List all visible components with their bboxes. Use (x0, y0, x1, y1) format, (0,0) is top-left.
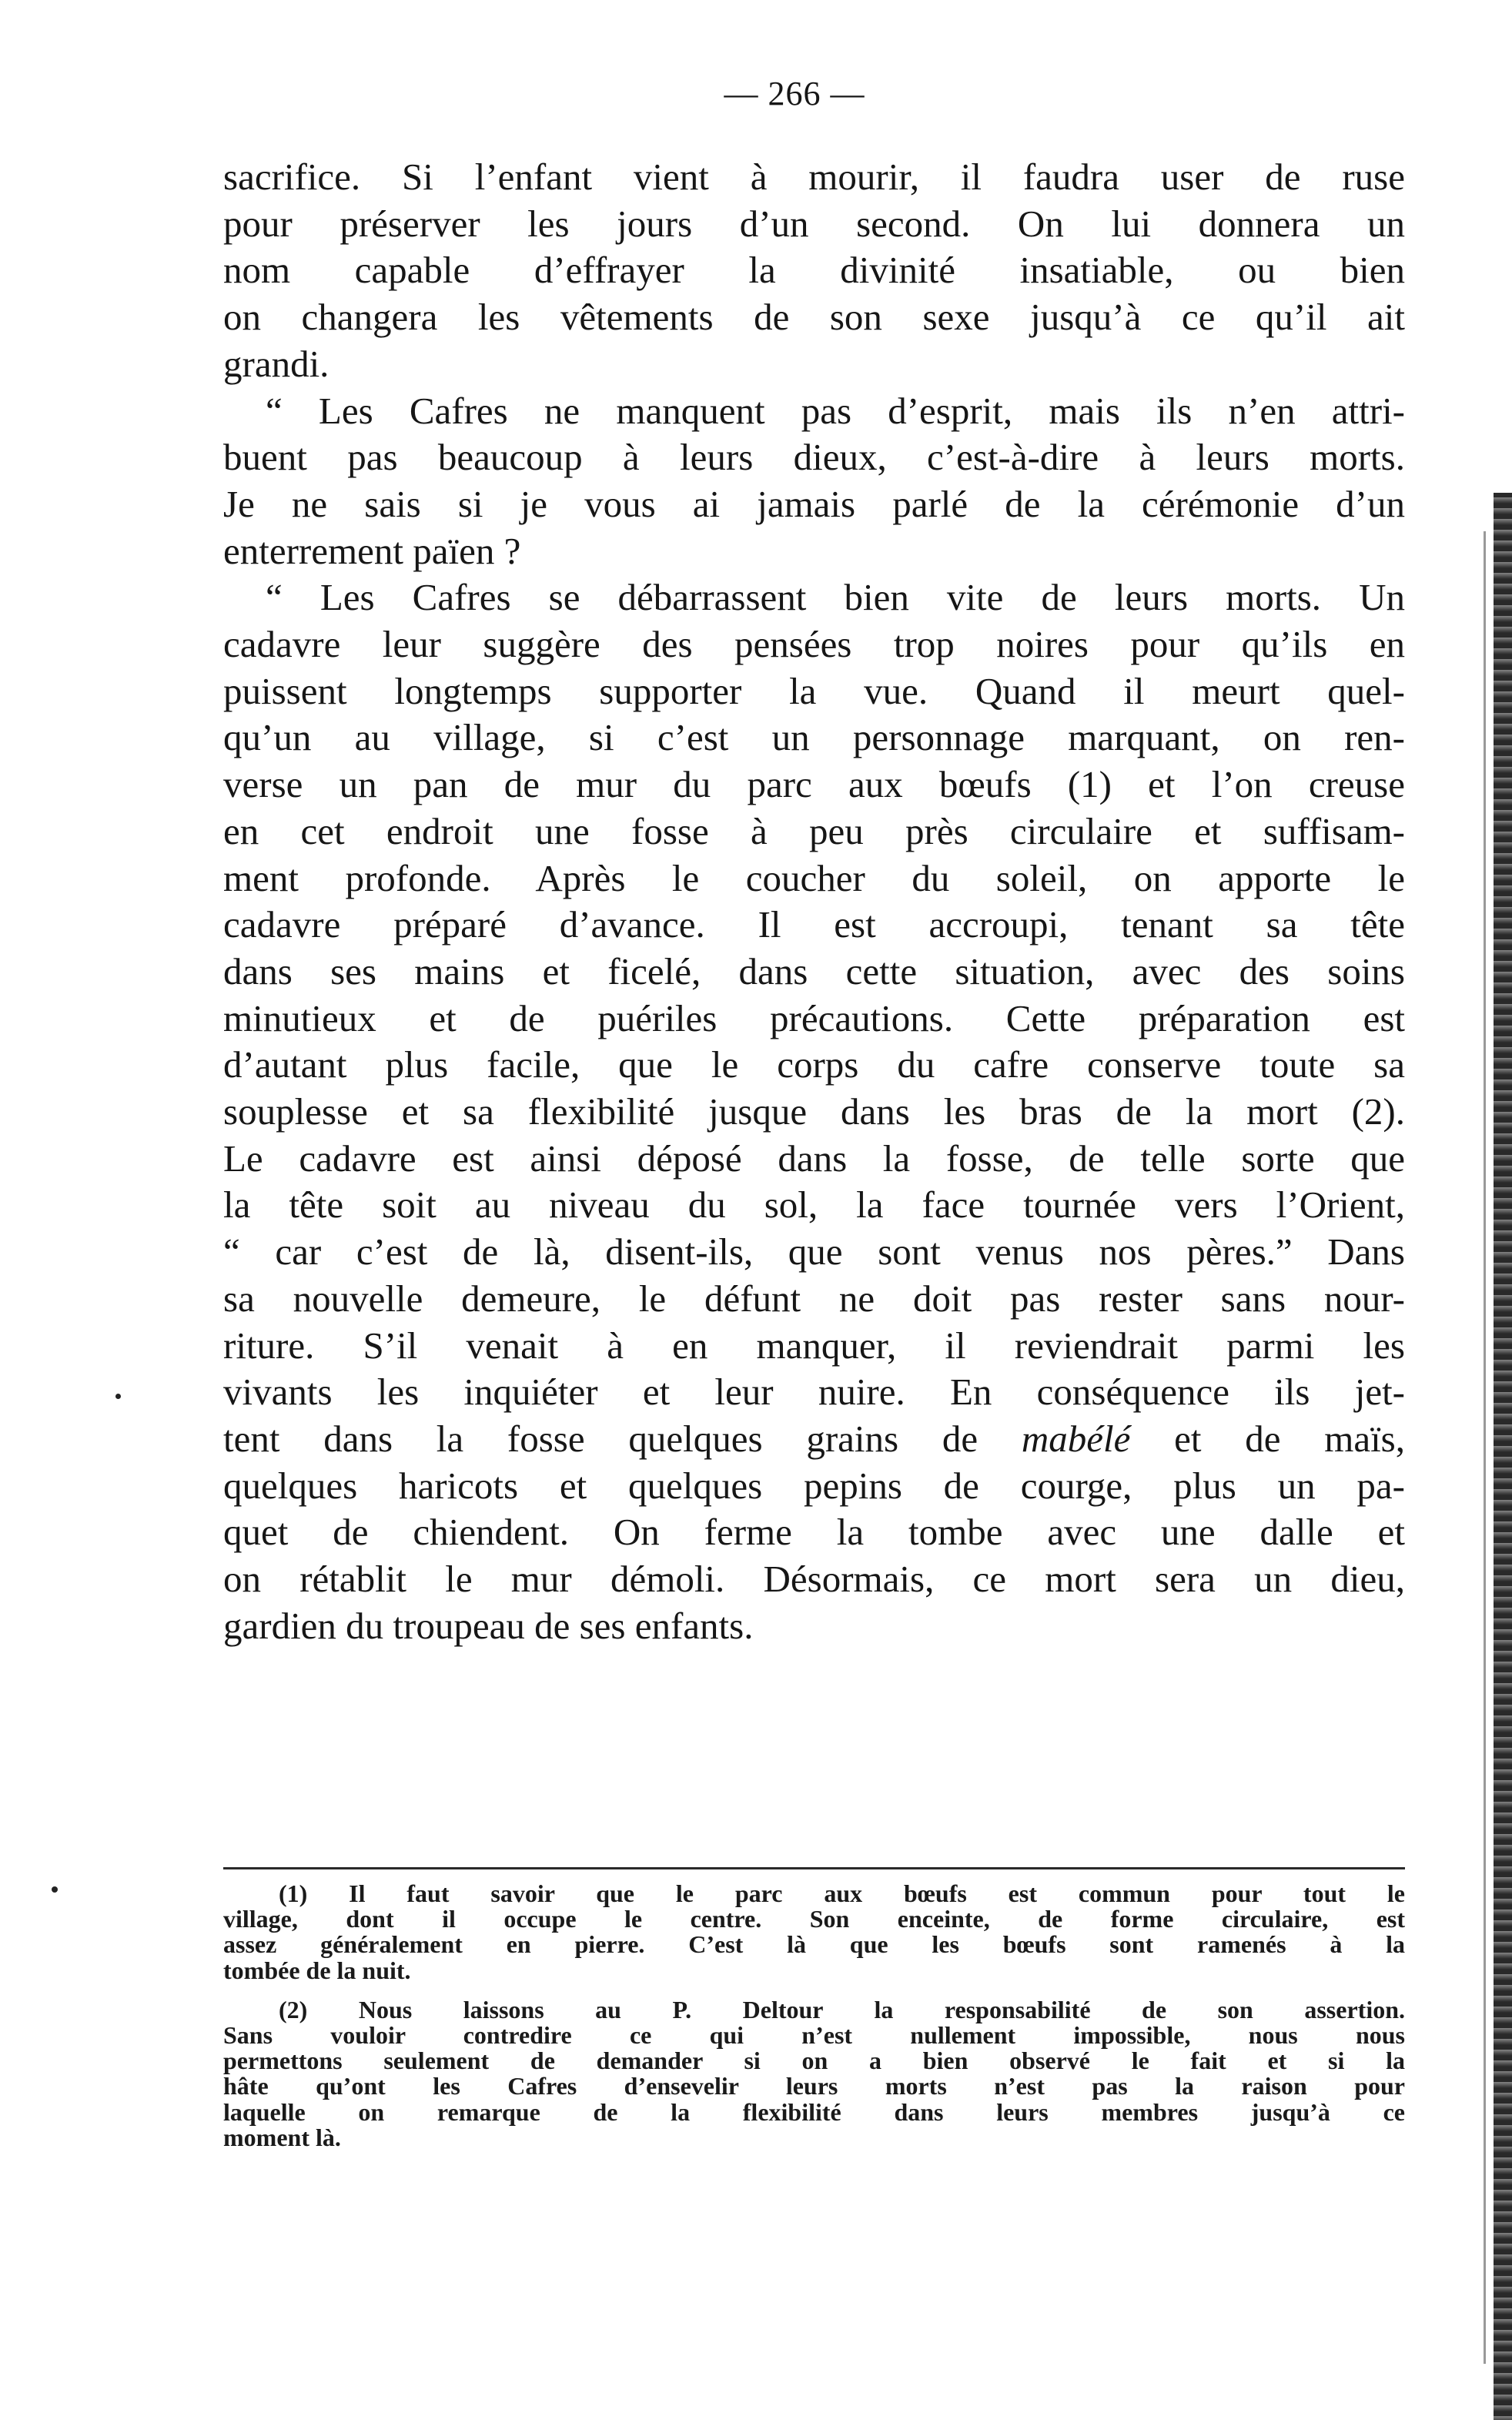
text-line: “ car c’est de là, disent-ils, que sont venus nos pères.” Dans (223, 1230, 1405, 1274)
text-line: minutieux et de puériles précautions. Cette préparation est (223, 996, 1405, 1039)
text-line: en cet endroit une fosse à peu près circulaire et suffisam- (223, 809, 1405, 852)
text-line: sacrifice. Si l’enfant vient à mourir, il faudra user de ruse (223, 156, 1405, 198)
footnote-line: hâte qu’ont les Cafres d’ensevelir leurs morts n’est pas la raison pour (223, 2072, 1405, 2100)
text-line: quelques haricots et quelques pepins de courge, plus un pa- (223, 1464, 1405, 1507)
text-line: gardien du troupeau de ses enfants. (223, 1604, 754, 1647)
text-line: ment profonde. Après le coucher du soleil, on apporte le (223, 856, 1405, 899)
text-line: cadavre préparé d’avance. Il est accroupi, tenant sa tête (223, 903, 1405, 946)
text-line: tent dans la fosse quelques grains de mabélé et de maïs, (223, 1417, 1405, 1460)
footnote (223, 1881, 1405, 1983)
footnote-line: assez généralement en pierre. C’est là que les bœufs sont ramenés à la (223, 1930, 1405, 1959)
page-number: — 266 — (724, 75, 865, 112)
text-line: qu’un au village, si c’est un personnage marquant, on ren- (223, 716, 1405, 759)
body-text (223, 154, 1405, 1650)
text-line: Le cadavre est ainsi déposé dans la fosse, de telle sorte que (223, 1136, 1405, 1180)
text-line: verse un pan de mur du parc aux bœufs (1) et l’on creuse (223, 763, 1405, 806)
text-line: buent pas beaucoup à leurs dieux, c’est-à-dire à leurs morts. (223, 436, 1405, 479)
text-line: dans ses mains et ficelé, dans cette situation, avec des soins (223, 949, 1405, 992)
text-line: puissent longtemps supporter la vue. Quand il meurt quel- (223, 669, 1405, 712)
footnotes (223, 1881, 1405, 2164)
text-line: grandi. (223, 342, 329, 385)
margin-dot-mark (52, 1886, 58, 1893)
footnote-line: (2) Nous laissons au P. Deltour la responsabilité de son assertion. (279, 1995, 1405, 2023)
footnote-line: permettons seulement de demander si on a bien observé le fait et si la (223, 2047, 1405, 2075)
footnote (223, 1997, 1405, 2151)
text-line: pour préserver les jours d’un second. On lui donnera un (223, 202, 1405, 245)
text-line: vivants les inquiéter et leur nuire. En conséquence ils jet- (223, 1371, 1405, 1414)
text-line: souplesse et sa flexibilité jusque dans les bras de la mort (2). (223, 1090, 1405, 1133)
footnote-line: village, dont il occupe le centre. Son enceinte, de forme circulaire, est (223, 1905, 1405, 1933)
margin-dot-mark (115, 1394, 121, 1399)
text-line: enterrement païen ? (223, 529, 521, 572)
footnote-separator (223, 1867, 1405, 1869)
text-line: “ Les Cafres ne manquent pas d’esprit, mais ils n’en attri- (266, 389, 1405, 432)
scan-edge-line (1484, 531, 1486, 2364)
text-line: on rétablit le mur démoli. Désormais, ce mort sera un dieu, (223, 1558, 1405, 1601)
text-line: d’autant plus facile, que le corps du cafre conserve toute sa (223, 1043, 1405, 1086)
footnote-line: tombée de la nuit. (223, 1956, 411, 1984)
footnote-line: (1) Il faut savoir que le parc aux bœufs est commun pour tout le (279, 1879, 1405, 1907)
footnote-line: Sans vouloir contredire ce qui n’est nullement impossible, nous nous (223, 2021, 1405, 2050)
footnote-line: moment là. (223, 2123, 341, 2151)
text-line: quet de chiendent. On ferme la tombe avec une dalle et (223, 1511, 1405, 1554)
text-line: nom capable d’effrayer la divinité insatiable, ou bien (223, 249, 1405, 292)
footnote-line: laquelle on remarque de la flexibilité dans leurs membres jusqu’à ce (223, 2097, 1405, 2126)
text-line: cadavre leur suggère des pensées trop noires pour qu’ils en (223, 623, 1405, 666)
text-line: riture. S’il venait à en manquer, il reviendrait parmi les (223, 1324, 1405, 1367)
text-line: “ Les Cafres se débarrassent bien vite de leurs morts. Un (266, 576, 1405, 619)
text-line: la tête soit au niveau du sol, la face tournée vers l’Orient, (223, 1183, 1405, 1227)
text-line: sa nouvelle demeure, le défunt ne doit pas rester sans nour- (223, 1277, 1405, 1320)
text-line: on changera les vêtements de son sexe jusqu’à ce qu’il ait (223, 296, 1405, 339)
scan-edge-shadow (1494, 493, 1512, 2420)
text-line: Je ne sais si je vous ai jamais parlé de la cérémonie d’un (223, 482, 1405, 525)
